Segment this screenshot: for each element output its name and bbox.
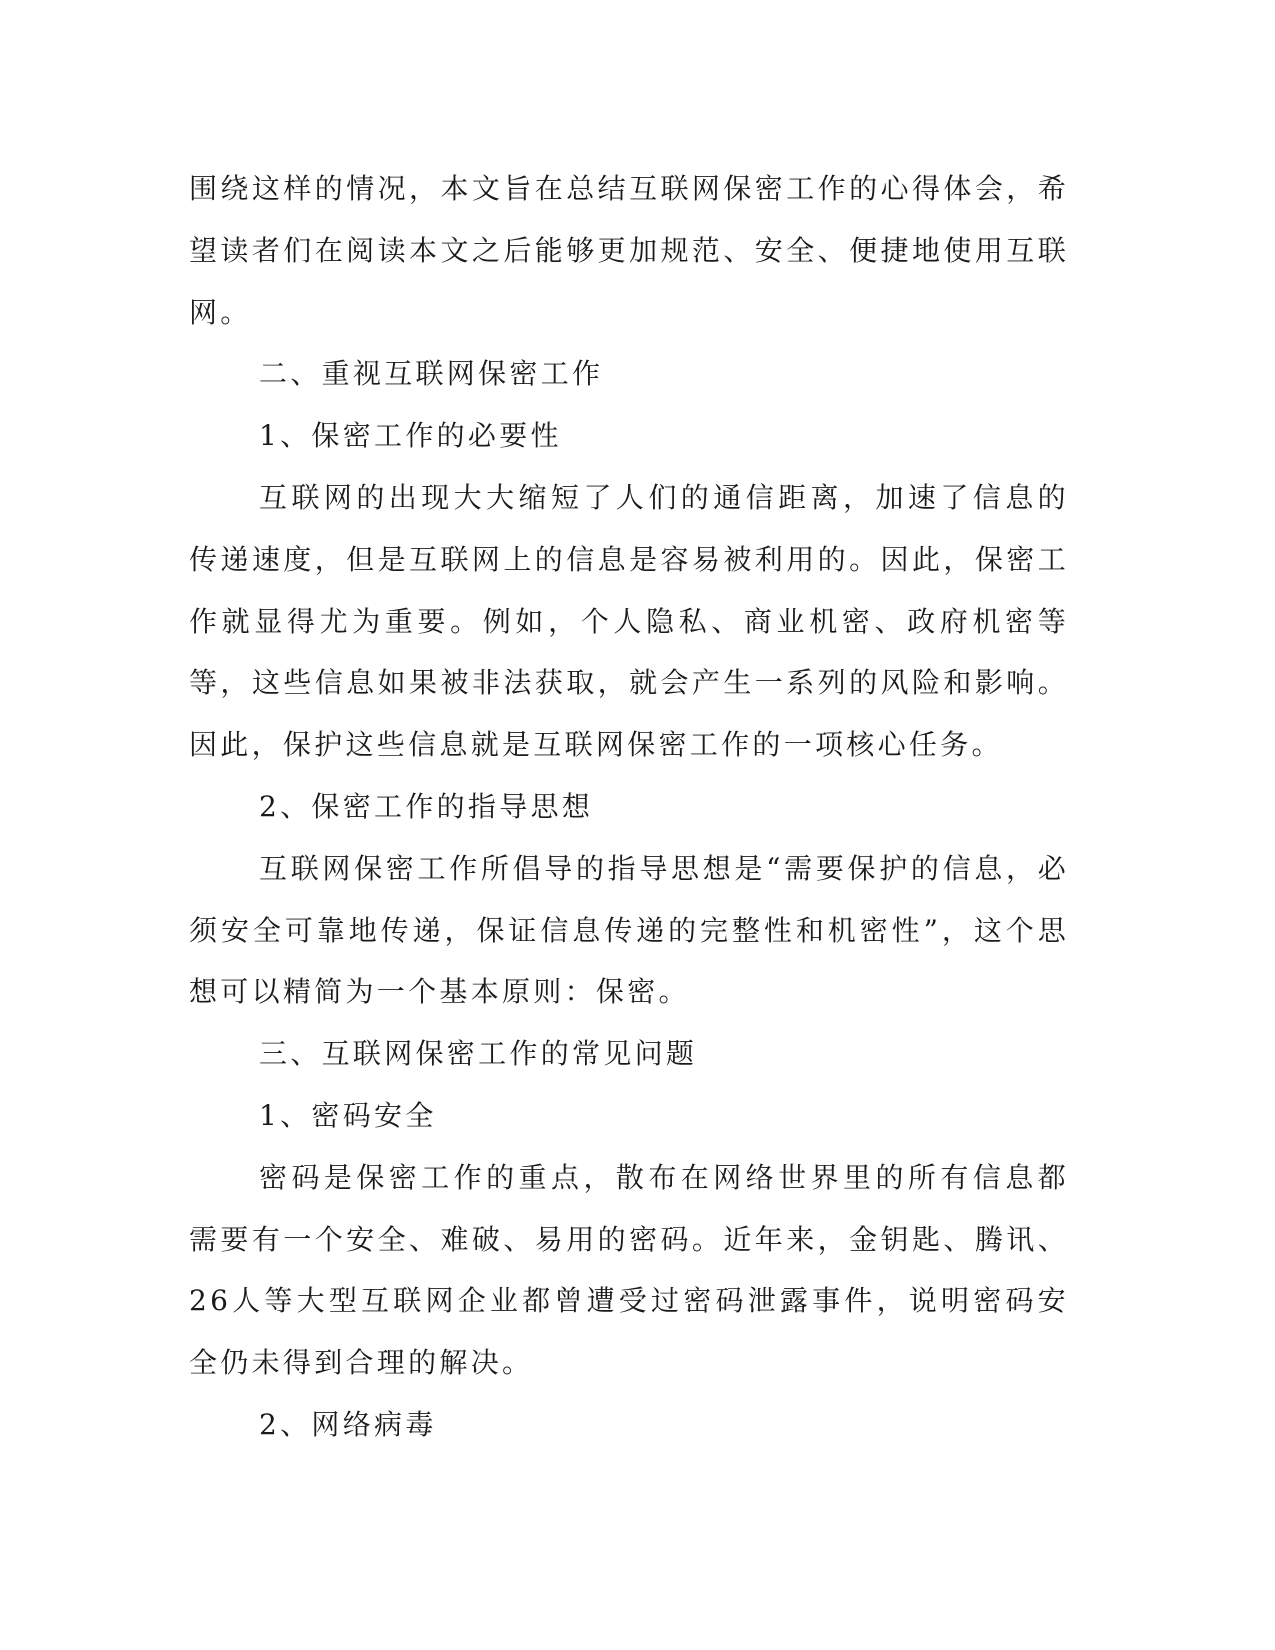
section-heading-3: 三、互联网保密工作的常见问题 <box>259 1037 698 1071</box>
paragraph-password-security: 密码是保密工作的重点，散布在网络世界里的所有信息都需要有一个安全、难破、易用的密码。近年来，金钥匙、腾讯、26人等大型互联网企业都曾遭受过密码泄露事件，说明密码安全仍未得到合理的解决。 <box>189 1160 1069 1380</box>
subsection-heading-3-1: 1、密码安全 <box>259 1098 437 1132</box>
subsection-heading-2-1: 1、保密工作的必要性 <box>259 419 562 453</box>
paragraph-necessity: 互联网的出现大大缩短了人们的通信距离，加速了信息的传递速度，但是互联网上的信息是容易被利用的。因此，保密工作就显得尤为重要。例如，个人隐私、商业机密、政府机密等等，这些信息如果被非法获取，就会产生一系列的风险和影响。因此，保护这些信息就是互联网保密工作的一项核心任务。 <box>189 480 1069 762</box>
subsection-heading-2-2: 2、保密工作的指导思想 <box>259 789 594 823</box>
section-heading-2: 二、重视互联网保密工作 <box>259 357 604 391</box>
document-body <box>189 158 1069 1456</box>
paragraph-guiding-idea: 互联网保密工作所倡导的指导思想是“需要保护的信息，必须安全可靠地传递，保证信息传递的完整性和机密性”，这个思想可以精简为一个基本原则：保密。 <box>189 851 1069 1009</box>
subsection-heading-3-2: 2、网络病毒 <box>259 1407 437 1441</box>
paragraph-intro-continuation: 围绕这样的情况，本文旨在总结互联网保密工作的心得体会，希望读者们在阅读本文之后能够更加规范、安全、便捷地使用互联网。 <box>189 172 1069 329</box>
